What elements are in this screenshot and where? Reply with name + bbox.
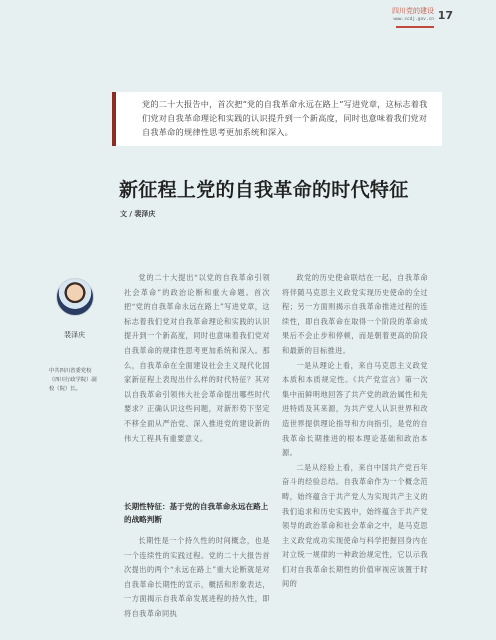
body-paragraph: 二是从经验上看，来自中国共产党百年奋斗的经验总结。自我革命作为一个概念范畴，始终蕴含于共产党人为实现共产主义的我们追求和历史实践中，始终蕴含于共产党领导的政治革命和社会革命之中，是马克思主义政党成功实现使命与科学把握回身内在对立统一规律的一种政治规定性，它以示我们对自我革命长期性的价值审视应该置于时间的 [282,462,428,589]
page-number: 17 [437,9,453,22]
masthead-url[interactable]: www.scdj.gov.cn [393,17,434,22]
body-paragraph: 一是从理论上看，来自马克思主义政党本质和本质规定性。《共产党宣言》第一次集中而鲜明地回答了共产党的政治属性和先进特质及其来源，为共产党人认识世界和改造世界提供理论指导和方向指引，是党的自我革命长期推进的根本理论基础和政治本源。 [282,360,428,458]
author-name: 裴泽庆 [64,331,85,339]
body-column-2 [282,271,428,592]
intro-box [112,92,442,146]
body-column-1-bottom [124,534,270,622]
author-bio: 中共四川省委党校（四川行政学院）副校（院）长。 [49,368,97,392]
masthead [374,7,434,27]
article-title: 新征程上党的自我革命的时代特征 [119,179,409,201]
body-paragraph: 长期性是一个持久性的时间概念，也是一个连续性的实践过程。党的二十大报告首次提出的两个“永远在路上”重大论断就是对自我革命长期性的宣示，概括和形象表达，一方面揭示自我革命发展进程的持久性，即将自我革命同执 [124,536,270,618]
byline: 文 / 裴泽庆 [120,210,156,218]
masthead-rule [396,26,434,28]
intro-text: 党的二十大报告中，首次把“党的自我革命永远在路上”写进党章，这标志着我们党对自我革命理论和实践的认识提升到一个新高度，同时也意味着我们党对自我革命的规律性思考更加系统和深入。 [142,99,428,137]
masthead-brand: 四川党的建设 [392,7,434,15]
body-column-1 [124,271,270,446]
body-paragraph: 党的二十大提出“以党的自我革命引领社会革命”的政治论断和重大命题。首次把“党的自我革命永远在路上”写进党章，这标志着我们党对自我革命理论和实践的认识提升到一个新高度，同时也意味着我们党对自我革命的规律性思考更加系统和深入。那么，自我革命在全面建设社会主义现代化国家新征程上表现出什么样的时代特征？其对以自我革命引领伟大社会革命提出哪些时代要求？正确认识这些问题，对新形势下坚定不移全面从严治党、深入推进党的建设新的伟大工程具有重要意义。 [124,273,270,443]
author-portrait [56,278,94,316]
section-heading: 长期性特征：基于党的自我革命永远在路上的战略判断 [124,502,269,524]
body-paragraph: 政党的历史使命联结在一起，自我革命将伴随马克思主义政党实现历史使命的全过程；另一方面则揭示自我革命推进过程的连续性，即自我革命在取得一个阶段的革命成果后不会止步和停顿，而是朝着更高的阶段和最新的目标推进。 [282,273,428,355]
